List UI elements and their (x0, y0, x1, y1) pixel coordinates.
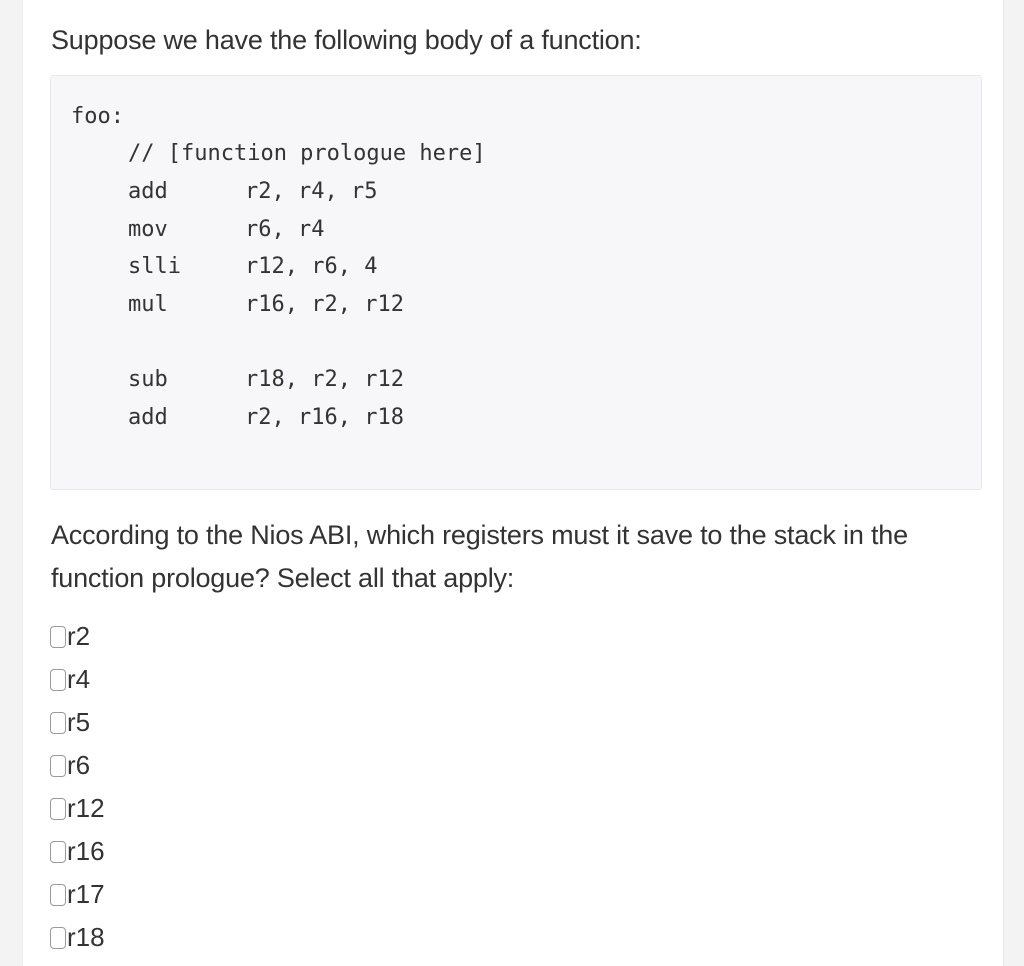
option-r5[interactable] (50, 701, 105, 744)
code-op: sub (128, 367, 168, 392)
option-label: r12 (67, 793, 105, 823)
option-label: r2 (67, 621, 91, 651)
intro-text: Suppose we have the following body of a function: (51, 25, 642, 55)
code-args: r2, r16, r18 (245, 405, 404, 430)
code-args: r18, r2, r12 (245, 367, 404, 392)
code-args: r16, r2, r12 (245, 292, 404, 317)
option-r18[interactable] (50, 916, 105, 959)
code-block (50, 75, 982, 490)
option-r17[interactable] (50, 873, 105, 916)
checkbox[interactable] (50, 884, 66, 906)
checkbox[interactable] (50, 712, 66, 734)
code-args: r2, r4, r5 (245, 179, 378, 204)
checkbox[interactable] (50, 927, 66, 949)
checkbox[interactable] (50, 798, 66, 820)
option-label: r5 (67, 707, 91, 737)
checkbox[interactable] (50, 626, 66, 648)
code-op: mul (128, 292, 168, 317)
code-line (128, 211, 324, 249)
option-label: r18 (67, 922, 105, 952)
option-label: r16 (67, 836, 105, 866)
code-line (128, 286, 404, 324)
question-card (22, 0, 1004, 966)
code-line (128, 361, 404, 399)
option-r6[interactable] (50, 744, 105, 787)
option-label: r6 (67, 750, 91, 780)
option-r12[interactable] (50, 787, 105, 830)
code-line (128, 248, 377, 286)
checkbox[interactable] (50, 755, 66, 777)
code-op: add (128, 179, 168, 204)
code-op: add (128, 405, 168, 430)
code-op: mov (128, 217, 168, 242)
option-label: r4 (67, 664, 91, 694)
code-comment-line (128, 135, 486, 173)
code-comment: // [function prologue here] (128, 141, 486, 166)
function-label: foo: (71, 104, 124, 129)
checkbox[interactable] (50, 841, 66, 863)
option-r16[interactable] (50, 830, 105, 873)
option-r2[interactable] (50, 615, 105, 658)
answer-options (50, 615, 105, 959)
code-line (128, 173, 377, 211)
option-r4[interactable] (50, 658, 105, 701)
option-label: r17 (67, 879, 105, 909)
code-args: r6, r4 (245, 217, 325, 242)
question-text: According to the Nios ABI, which registers must it save to the stack in the function prologue? Select all that apply: (51, 520, 908, 593)
checkbox[interactable] (50, 669, 66, 691)
code-line (128, 399, 404, 437)
code-args: r12, r6, 4 (245, 254, 378, 279)
code-op: slli (128, 254, 181, 279)
